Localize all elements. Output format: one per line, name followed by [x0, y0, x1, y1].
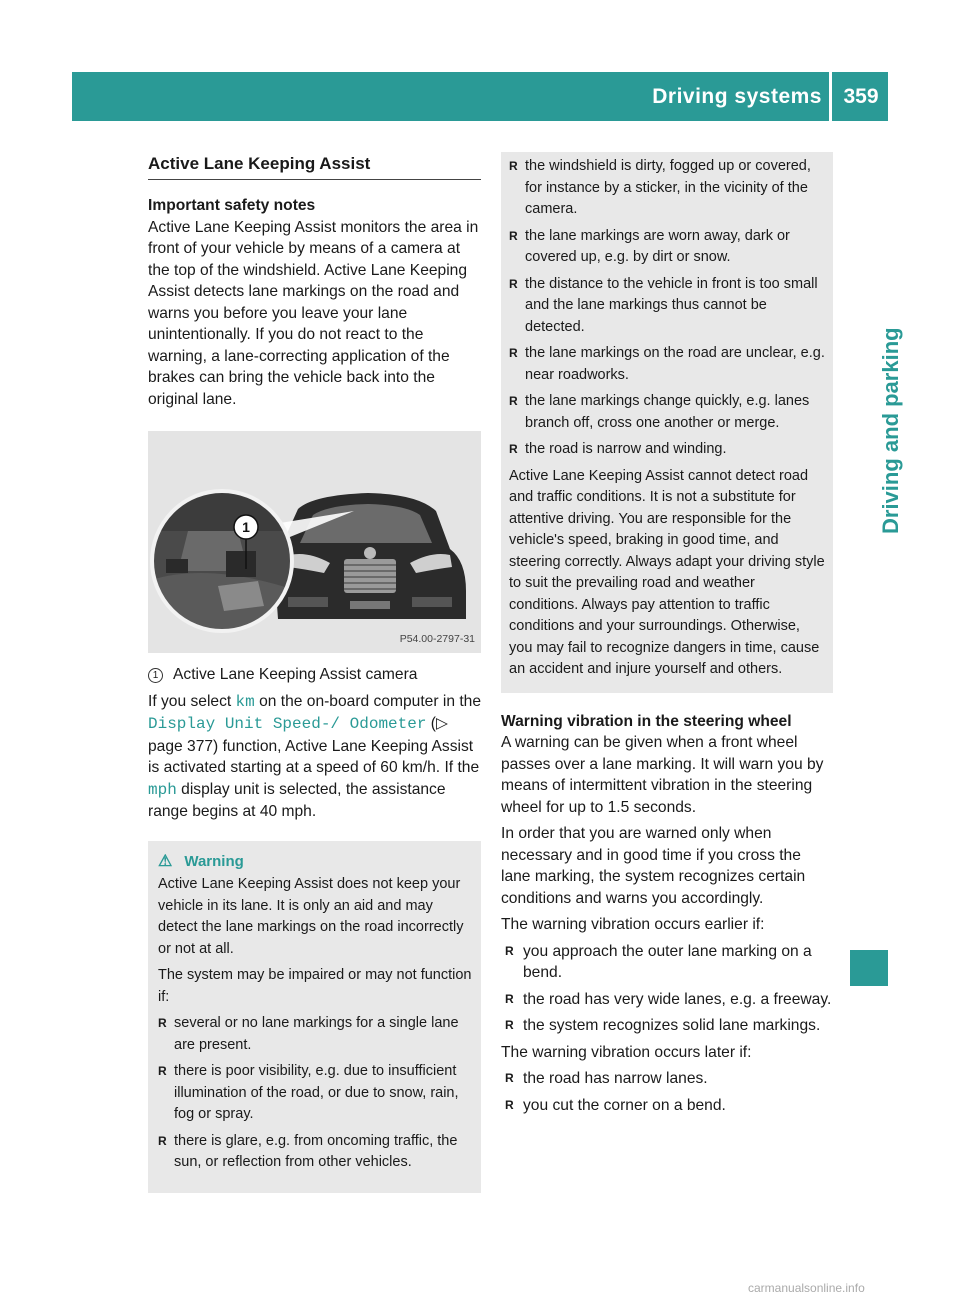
list-item: R the distance to the vehicle in front is too small and the lane markings thus cannot be detected.: [509, 274, 825, 339]
car-illustration: [148, 431, 481, 653]
section-title: Active Lane Keeping Assist: [148, 152, 481, 180]
impairment-list: [509, 156, 825, 461]
caption-number: 1: [148, 668, 163, 683]
page-number: 359: [843, 85, 879, 108]
body-paragraph: A warning can be given when a front wheel passes over a lane marking. It will warn you by means of intermittent vibration in the steering wheel for up to 1.5 seconds.: [501, 734, 824, 816]
list-item: R you approach the outer lane marking on a bend.: [505, 941, 833, 984]
km-unit: km: [235, 692, 255, 711]
warning-label: Warning: [184, 852, 244, 870]
text-run: on the on-board computer in the: [254, 692, 482, 710]
vibration-section: [501, 711, 833, 1117]
list-item: R there is poor visibility, e.g. due to insufficient illumination of the road, or due to snow, rain, fog or spray.: [158, 1061, 473, 1126]
figure-label: P54.00-2797-31: [399, 632, 475, 645]
list-item: R the lane markings change quickly, e.g. lanes branch off, cross one another or merge.: [509, 391, 825, 434]
caption-text: Active Lane Keeping Assist camera: [173, 666, 418, 683]
list-item: R the road is narrow and winding.: [509, 439, 825, 461]
warning-paragraph: Active Lane Keeping Assist cannot detect road and traffic conditions. It is not a substitute for attentive driving. You are responsible for the vehicle's speed, braking in good time, and steering correctly. Always adapt your driving style to suit the prevailing road and weather conditions. Always pay attention to traffic conditions and your surroundings. Otherwise, you may fail to recognize dangers in time, cause an accident and injure yourself and others.: [509, 467, 825, 677]
menu-item-display-unit: Display Unit Speed-/ Odometer: [148, 715, 427, 733]
camera-figure: [148, 431, 481, 653]
side-tab-marker: [850, 950, 888, 986]
body-paragraph: The warning vibration occurs earlier if:: [501, 916, 765, 933]
side-tab: [842, 124, 903, 534]
list-item: R several or no lane markings for a single lane are present.: [158, 1013, 473, 1056]
text-run: (▷ page 377) function, Active Lane Keeping Assist is activated starting at a speed of 60 km/h. If the: [148, 715, 480, 776]
chapter-title: Driving systems: [652, 85, 822, 108]
text-run: display unit is selected, the assistance range begins at 40 mph.: [148, 780, 446, 820]
right-column: [501, 152, 833, 1121]
warning-paragraph: The system may be impaired or may not function if:: [158, 967, 472, 1005]
activation-paragraph: [148, 691, 481, 823]
subsection-title: Warning vibration in the steering wheel: [501, 712, 792, 730]
list-item: R you cut the corner on a bend.: [505, 1095, 833, 1117]
intro-paragraph: Active Lane Keeping Assist monitors the area in front of your vehicle by means of a camera at the top of the windshield. Active Lane Keeping Assist detects lane markings on the road and warns you before you leave your lane unintentionally. If you do not react to the warning, a lane-correcting application of the brakes can bring the vehicle back into the original lane.: [148, 218, 479, 408]
warning-paragraph: Active Lane Keeping Assist does not keep your vehicle in its lane. It is only an aid and may detect the lane markings on the road incorrectly or not at all.: [158, 876, 464, 957]
left-column: [148, 152, 481, 1193]
list-item: R the road has very wide lanes, e.g. a freeway.: [505, 989, 833, 1011]
list-item: R the road has narrow lanes.: [505, 1068, 833, 1090]
list-item: R the lane markings on the road are unclear, e.g. near roadworks.: [509, 343, 825, 386]
list-item: R there is glare, e.g. from oncoming traffic, the sun, or reflection from other vehicles.: [158, 1131, 473, 1174]
header-divider: [829, 72, 832, 121]
warning-triangle-icon: ⚠: [158, 852, 173, 870]
list-item: R the lane markings are worn away, dark or covered up, e.g. by dirt or snow.: [509, 226, 825, 269]
warning-box: [148, 841, 481, 1193]
callout-number: 1: [242, 519, 250, 535]
figure-caption: [148, 664, 481, 686]
warning-list: [158, 1013, 473, 1174]
warning-box-continued: [501, 152, 833, 693]
later-list: [501, 1068, 833, 1116]
mph-unit: mph: [148, 780, 177, 799]
list-item: R the system recognizes solid lane markings.: [505, 1015, 833, 1037]
warning-header: [158, 851, 473, 873]
side-tab-label: Driving and parking: [878, 327, 903, 534]
body-paragraph: The warning vibration occurs later if:: [501, 1043, 752, 1061]
text-run: If you select: [148, 692, 236, 710]
list-item: R the windshield is dirty, fogged up or covered, for instance by a sticker, in the vicinity of the camera.: [509, 156, 825, 221]
footer-watermark: carmanualsonline.info: [748, 1281, 865, 1295]
earlier-list: [501, 941, 833, 1037]
subsection-title: Important safety notes: [148, 197, 316, 214]
body-paragraph: In order that you are warned only when necessary and in good time if you cross the lane marking, the system recognizes certain conditions and warns you accordingly.: [501, 825, 806, 907]
